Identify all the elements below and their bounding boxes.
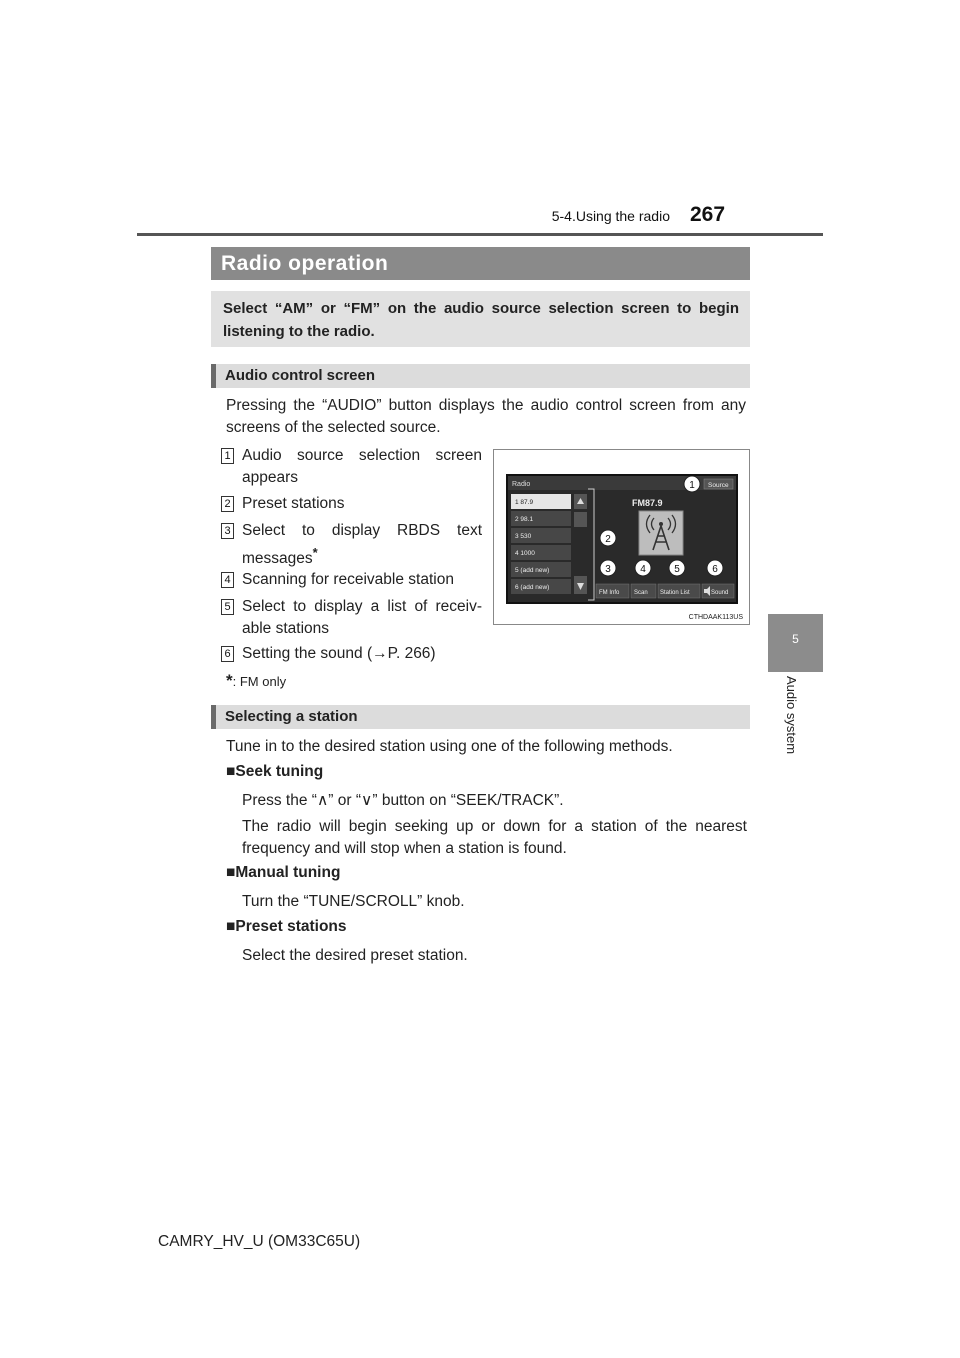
callout-1 bbox=[684, 476, 700, 492]
item-text-3 bbox=[242, 520, 482, 570]
item-text-6: Setting the sound (→P. 266) bbox=[242, 645, 436, 662]
item-text-3-body: Select to display RBDS text messages bbox=[242, 522, 482, 568]
callout-6 bbox=[707, 560, 723, 576]
square-bullet-icon: ■ bbox=[226, 918, 236, 935]
document-code: CAMRY_HV_U (OM33C65U) bbox=[158, 1233, 361, 1250]
source-button-label: Source bbox=[708, 482, 729, 489]
chapter-label: Audio system bbox=[784, 676, 799, 755]
callout-2-label: 2 bbox=[605, 534, 611, 545]
fm-info-label: FM Info bbox=[599, 590, 620, 596]
item-number-6: 6 bbox=[221, 646, 234, 662]
seek-tuning-note: The radio will begin seeking up or down for a station of the nearest frequency and will stop when a station is found. bbox=[242, 818, 747, 857]
section-title: 5-4.Using the radio bbox=[551, 208, 670, 224]
intro-box bbox=[211, 291, 750, 347]
callout-4-label: 4 bbox=[640, 564, 646, 575]
preset-label-4: 4 1000 bbox=[515, 550, 535, 557]
page-number: 267 bbox=[690, 203, 726, 226]
footnote bbox=[226, 670, 286, 693]
figure-code: CTHDAAK113US bbox=[688, 614, 743, 621]
current-frequency: FM87.9 bbox=[632, 498, 663, 508]
selecting-description: Tune in to the desired station using one of the following methods. bbox=[226, 738, 673, 755]
page-title: Radio operation bbox=[221, 252, 389, 275]
audio-control-heading bbox=[211, 364, 750, 388]
seek-tuning-title: Seek tuning bbox=[235, 763, 324, 780]
seek-tuning-step: Press the “∧” or “∨” button on “SEEK/TRACK”. bbox=[242, 792, 564, 809]
callout-1-label: 1 bbox=[689, 480, 695, 491]
callout-3-label: 3 bbox=[605, 564, 611, 575]
item-text-1: Audio source selection screen appears bbox=[242, 447, 482, 486]
antenna-icon bbox=[639, 511, 683, 555]
selecting-station-heading bbox=[211, 705, 750, 729]
sound-label: Sound bbox=[711, 590, 729, 596]
audio-control-description: Pressing the “AUDIO” button displays the audio control screen from any screens of the selected source. bbox=[226, 397, 746, 436]
bottom-button-bar bbox=[596, 584, 734, 598]
callout-3 bbox=[600, 560, 616, 576]
manual-tuning-heading bbox=[226, 864, 340, 882]
item-text-5: Select to display a list of receiv-able stations bbox=[242, 598, 482, 637]
screen-top-bar bbox=[508, 476, 736, 490]
item-number-4: 4 bbox=[221, 572, 234, 588]
scroll-page-button bbox=[574, 512, 587, 527]
preset-label-6: 6 (add new) bbox=[515, 584, 550, 591]
radio-screen-illustration bbox=[508, 476, 736, 602]
item-number-5: 5 bbox=[221, 599, 234, 615]
screen-title: Radio bbox=[512, 481, 531, 488]
manual-tuning-title: Manual tuning bbox=[235, 864, 341, 881]
chapter-number: 5 bbox=[792, 632, 799, 646]
header-rule bbox=[137, 233, 823, 236]
preset-label-5: 5 (add new) bbox=[515, 567, 550, 574]
preset-stations-title: Preset stations bbox=[235, 918, 347, 935]
page-title-bar bbox=[211, 247, 750, 280]
selecting-station-heading-text: Selecting a station bbox=[225, 708, 358, 725]
square-bullet-icon: ■ bbox=[226, 864, 236, 881]
item-number-3: 3 bbox=[221, 523, 234, 539]
item-3-footnote-star: * bbox=[312, 545, 318, 560]
station-list-label: Station List bbox=[660, 590, 690, 596]
callout-6-label: 6 bbox=[712, 564, 718, 575]
preset-label-2: 2 98.1 bbox=[515, 516, 534, 523]
item-number-2: 2 bbox=[221, 496, 234, 512]
footnote-star: * bbox=[226, 671, 233, 690]
preset-bracket bbox=[588, 489, 594, 600]
preset-label-3: 3 530 bbox=[515, 533, 532, 540]
item-number-1: 1 bbox=[221, 448, 234, 464]
callout-5 bbox=[669, 560, 685, 576]
square-bullet-icon: ■ bbox=[226, 763, 236, 780]
callout-4 bbox=[635, 560, 651, 576]
audio-control-heading-text: Audio control screen bbox=[225, 367, 376, 384]
preset-stations-heading bbox=[226, 918, 347, 936]
callout-5-label: 5 bbox=[674, 564, 680, 575]
radio-screen-figure bbox=[493, 449, 750, 625]
preset-stations-step: Select the desired preset station. bbox=[242, 947, 468, 964]
item-text-2: Preset stations bbox=[242, 495, 345, 512]
radio-screen bbox=[506, 474, 738, 604]
footnote-text: : FM only bbox=[232, 674, 287, 689]
intro-text: Select “AM” or “FM” on the audio source selection screen to begin listening to the radio. bbox=[223, 300, 739, 340]
callout-2 bbox=[600, 530, 616, 546]
preset-list bbox=[511, 494, 571, 594]
item-text-4: Scanning for receivable station bbox=[242, 571, 454, 588]
seek-tuning-heading bbox=[226, 763, 323, 781]
manual-tuning-step: Turn the “TUNE/SCROLL” knob. bbox=[242, 893, 465, 910]
scan-label: Scan bbox=[634, 590, 648, 596]
preset-label-1: 1 87.9 bbox=[515, 499, 534, 506]
